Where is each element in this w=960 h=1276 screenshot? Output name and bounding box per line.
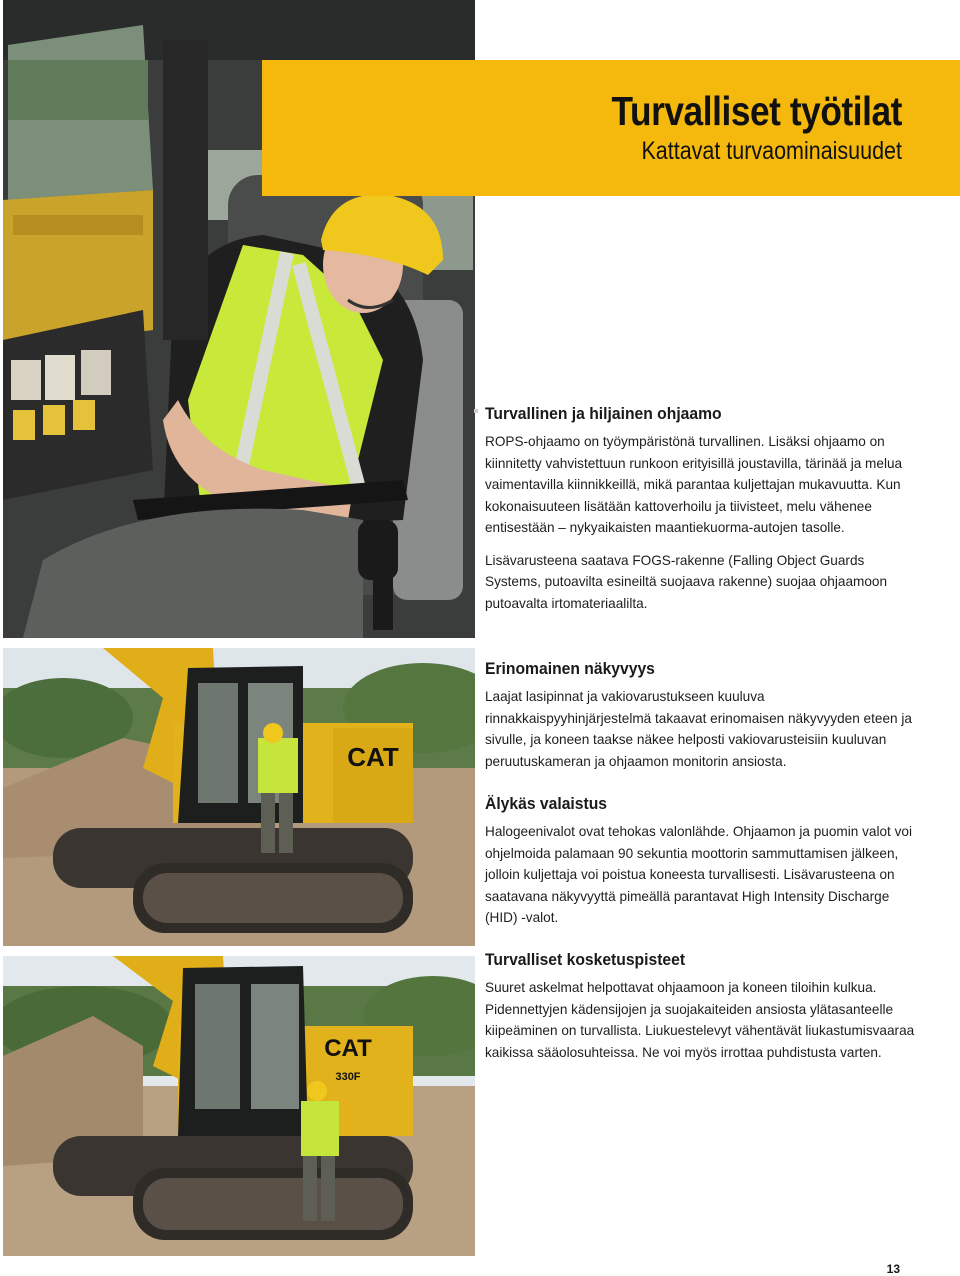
- bullet-mark: [474, 409, 478, 413]
- section-contact-points: [485, 950, 915, 1074]
- page-number: 13: [886, 1262, 900, 1276]
- section-heading: Turvallinen ja hiljainen ohjaamo: [485, 405, 722, 423]
- section-paragraph: Laajat lasipinnat ja vakiovarustukseen kuuluva rinnakkaispyyhinjärjestelmä takaavat erinomaisen näkyvyyden eteen ja sivulle, ja koneen taakse näkee helposti vakiovarusteisiin kuuluvan peruutuskameran ja ohjaamon monitorin ansiosta.: [485, 689, 912, 769]
- cat-logo: CAT: [324, 1035, 372, 1062]
- photo-excavator-step: [3, 956, 475, 1256]
- cat-logo: CAT: [347, 742, 399, 772]
- section-heading: Erinomainen näkyvyys: [485, 660, 655, 678]
- page-subtitle: Kattavat turvaominaisuudet: [641, 137, 902, 165]
- section-heading: Älykäs valaistus: [485, 795, 608, 813]
- section-heading: Turvalliset kosketuspisteet: [485, 951, 686, 969]
- section-paragraph: Lisävarusteena saatava FOGS-rakenne (Falling Object Guards Systems, putoavilta esineiltä suojaava rakenne) suojaa ohjaamoon putoavalta irtomateriaalilta.: [485, 552, 888, 611]
- section-paragraph: Halogeenivalot ovat tehokas valonlähde. Ohjaamon ja puomin valot voi ohjelmoida palamaan 90 sekuntia moottorin sammuttamisen jälkeen, jolloin kuljettaja voi poistua koneesta turvallisesti. Lisävarusteena on saatavana näkyvyyttä pimeällä parantavat High Intensity Discharge (HID) -valot.: [485, 824, 912, 925]
- photo-excavator-climbing: [3, 648, 475, 946]
- section-lighting: [485, 794, 915, 940]
- section-visibility: [485, 659, 915, 783]
- section-paragraph: Suuret askelmat helpottavat ohjaamoon ja koneen tiloihin kulkua. Pidennettyjen kädensijojen ja suojakaiteiden ansiosta ylätasanteelle kiipeäminen on turvallista. Liukuestelevyt vähentävät liukastumisvaaraa kaikissa sääolosuhteissa. Ne voi myös irrottaa puhdistusta varten.: [485, 980, 915, 1060]
- section-safe-cab: [485, 404, 915, 625]
- page-title: Turvalliset työtilat: [611, 88, 902, 134]
- model-badge: 330F: [335, 1071, 361, 1083]
- section-paragraph: ROPS-ohjaamo on työympäristönä turvallinen. Lisäksi ohjaamo on kiinnitetty vahvistettuun runkoon erityisillä joustavilla, tärinää ja melua vaimentavilla kiinnikkeillä, mikä parantaa kuljettajan mukavuutta. Kun kokonaisuuteen lisätään kattoverhoilu ja tiivisteet, melu vähenee entisestään – nykyaikaisten maantiekuorma-autojen tasolle.: [485, 434, 903, 535]
- title-banner: [262, 60, 960, 196]
